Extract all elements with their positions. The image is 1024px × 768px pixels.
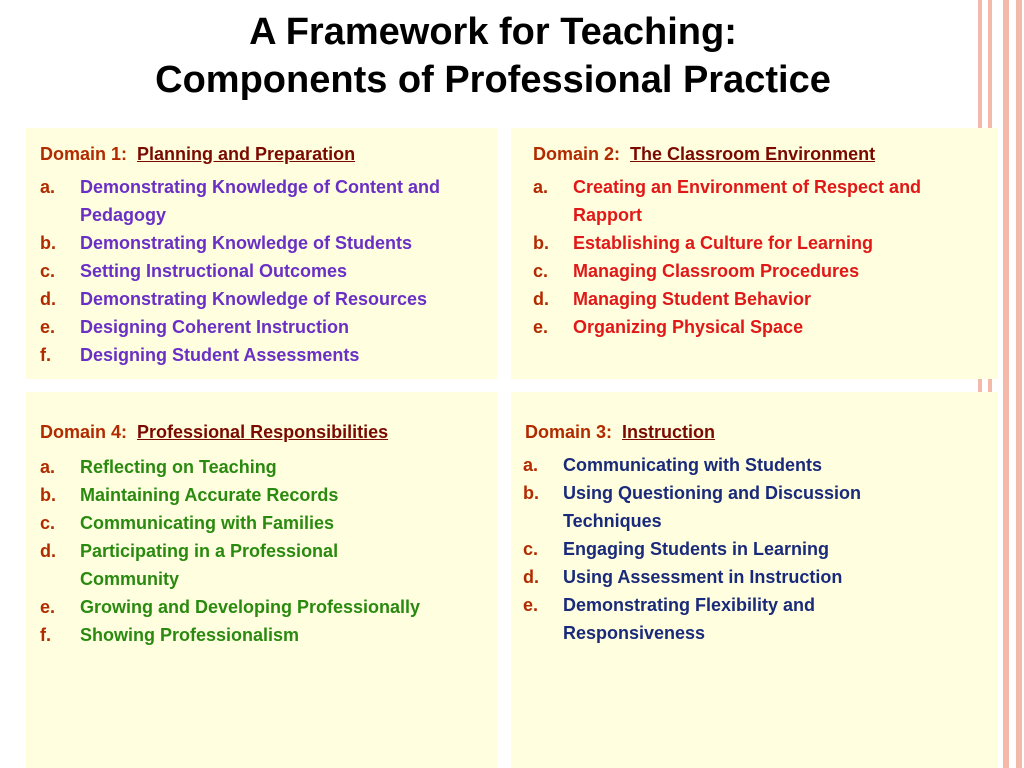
page-title-line-1: A Framework for Teaching: xyxy=(249,11,737,53)
domain-1-panel xyxy=(26,128,497,379)
domain-name: Planning and Preparation xyxy=(137,144,356,164)
list-item-text: Setting Instructional Outcomes xyxy=(80,261,348,281)
list-item xyxy=(40,537,500,593)
list-marker: d. xyxy=(40,289,56,309)
list-item xyxy=(523,479,963,535)
list-item xyxy=(533,257,973,285)
list-marker: b. xyxy=(40,233,56,253)
list-marker: d. xyxy=(40,541,56,561)
domain-4-panel xyxy=(26,392,497,768)
list-item xyxy=(40,173,500,229)
domain-label: Domain 2: xyxy=(533,144,621,164)
list-item xyxy=(523,563,963,591)
domain-3-heading xyxy=(525,422,715,443)
list-item-text: Demonstrating Knowledge of Students xyxy=(80,233,413,253)
domain-label: Domain 3: xyxy=(525,422,613,442)
list-item xyxy=(40,509,500,537)
list-item-text: Communicating with Families xyxy=(80,513,335,533)
list-marker: b. xyxy=(40,485,56,505)
list-item-text: Demonstrating Knowledge of Content and Pedagogy xyxy=(80,177,440,225)
list-marker: e. xyxy=(40,597,56,617)
list-item xyxy=(533,285,973,313)
list-marker: a. xyxy=(523,455,539,475)
list-item xyxy=(523,451,963,479)
list-item xyxy=(40,257,500,285)
list-item-text: Using Questioning and Discussion Techniques xyxy=(563,483,862,531)
list-marker: c. xyxy=(40,261,56,281)
domain-4-list xyxy=(40,453,500,649)
domain-4-heading xyxy=(40,422,388,443)
list-item-text: Using Assessment in Instruction xyxy=(563,567,843,587)
list-item xyxy=(40,593,500,621)
list-marker: b. xyxy=(523,483,539,503)
list-item xyxy=(40,341,500,369)
list-item xyxy=(40,285,500,313)
domain-1-heading xyxy=(40,144,355,165)
domain-label: Domain 4: xyxy=(40,422,128,442)
list-item xyxy=(40,229,500,257)
list-marker: c. xyxy=(533,261,549,281)
list-marker: d. xyxy=(523,567,539,587)
list-marker: f. xyxy=(40,345,51,365)
list-item xyxy=(40,481,500,509)
list-item-text: Designing Student Assessments xyxy=(80,345,360,365)
list-item xyxy=(523,591,963,647)
list-marker: a. xyxy=(40,457,56,477)
list-item-text: Managing Student Behavior xyxy=(573,289,812,309)
list-marker: e. xyxy=(533,317,549,337)
list-marker: c. xyxy=(523,539,539,559)
list-item-text: Participating in a Professional Community xyxy=(80,541,339,589)
domain-name: The Classroom Environment xyxy=(630,144,876,164)
list-item xyxy=(40,313,500,341)
domain-2-list xyxy=(533,173,973,341)
domain-name: Instruction xyxy=(622,422,716,442)
list-item-text: Communicating with Students xyxy=(563,455,822,475)
list-marker: e. xyxy=(523,595,539,615)
list-item-text: Maintaining Accurate Records xyxy=(80,485,339,505)
list-marker: d. xyxy=(533,289,549,309)
page-title xyxy=(0,8,986,104)
list-marker: a. xyxy=(40,177,56,197)
list-item xyxy=(533,313,973,341)
domain-label: Domain 1: xyxy=(40,144,128,164)
domain-2-heading xyxy=(533,144,875,165)
list-item-text: Designing Coherent Instruction xyxy=(80,317,350,337)
list-item-text: Showing Professionalism xyxy=(80,625,300,645)
list-item xyxy=(533,173,973,229)
list-item xyxy=(40,621,500,649)
list-item xyxy=(40,453,500,481)
list-item xyxy=(523,535,963,563)
list-item xyxy=(533,229,973,257)
list-item-text: Growing and Developing Professionally xyxy=(80,597,421,617)
list-item-text: Demonstrating Flexibility and Responsiveness xyxy=(563,595,816,643)
page-title-line-2: Components of Professional Practice xyxy=(155,59,831,101)
domain-3-list xyxy=(523,451,963,647)
list-item-text: Demonstrating Knowledge of Resources xyxy=(80,289,428,309)
list-marker: a. xyxy=(533,177,549,197)
list-marker: f. xyxy=(40,625,51,645)
list-marker: e. xyxy=(40,317,56,337)
domain-name: Professional Responsibilities xyxy=(137,422,389,442)
list-item-text: Engaging Students in Learning xyxy=(563,539,830,559)
side-border-strip xyxy=(1016,0,1022,768)
side-border-strip xyxy=(1003,0,1009,768)
list-item-text: Managing Classroom Procedures xyxy=(573,261,860,281)
list-marker: b. xyxy=(533,233,549,253)
list-item-text: Creating an Environment of Respect and Rapport xyxy=(573,177,922,225)
list-item-text: Establishing a Culture for Learning xyxy=(573,233,874,253)
list-item-text: Organizing Physical Space xyxy=(573,317,804,337)
list-item-text: Reflecting on Teaching xyxy=(80,457,277,477)
domain-2-panel xyxy=(511,128,998,379)
domain-3-panel xyxy=(511,392,998,768)
list-marker: c. xyxy=(40,513,56,533)
domain-1-list xyxy=(40,173,500,369)
